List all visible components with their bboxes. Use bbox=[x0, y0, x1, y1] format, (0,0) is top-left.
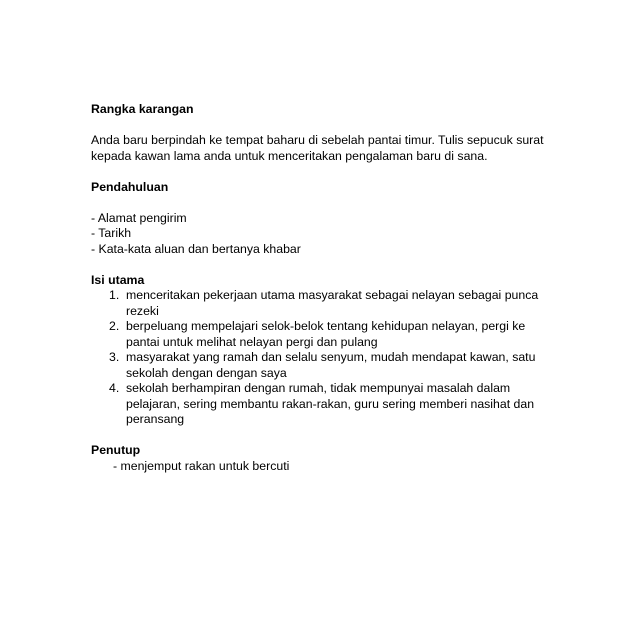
item-text: berpeluang mempelajari selok-belok tentang kehidupan nelayan, pergi ke pantai untuk melihat nelayan pergi dan pulang bbox=[126, 319, 526, 349]
list-item: - Alamat pengirim bbox=[91, 210, 187, 225]
spacer bbox=[91, 257, 561, 273]
section-heading-pendahuluan: Pendahuluan bbox=[91, 179, 169, 194]
section-heading-penutup: Penutup bbox=[91, 443, 141, 457]
list-item bbox=[91, 350, 561, 381]
spacer bbox=[91, 195, 561, 211]
item-text: sekolah berhampiran dengan rumah, tidak mempunyai masalah dalam pelajaran, sering membantu rakan-rakan, guru sering memberi nasihat dan peransang bbox=[126, 381, 535, 426]
list-item: - Tarikh bbox=[91, 226, 132, 240]
isi-utama-list bbox=[91, 288, 561, 428]
list-item bbox=[91, 381, 561, 428]
list-item: - menjemput rakan untuk bercuti bbox=[113, 458, 290, 473]
item-number: 1. bbox=[109, 288, 120, 302]
pendahuluan-list bbox=[91, 211, 561, 258]
spacer bbox=[91, 164, 561, 180]
item-text: masyarakat yang ramah dan selalu senyum, mudah mendapat kawan, satu sekolah dengan dengan saya bbox=[126, 350, 536, 380]
item-number: 2. bbox=[109, 319, 120, 333]
section-heading-isi-utama: Isi utama bbox=[91, 272, 145, 287]
list-item bbox=[91, 319, 561, 350]
document-title: Rangka karangan bbox=[91, 102, 194, 116]
spacer bbox=[91, 428, 561, 444]
item-number: 4. bbox=[109, 381, 120, 395]
penutup-list bbox=[91, 459, 561, 475]
spacer bbox=[91, 118, 561, 134]
list-item bbox=[91, 288, 561, 319]
intro-paragraph: Anda baru berpindah ke tempat baharu di sebelah pantai timur. Tulis sepucuk surat kepada kawan lama anda untuk menceritakan pengalaman baru di sana. bbox=[91, 133, 544, 163]
document-page bbox=[91, 102, 561, 474]
list-item: - Kata-kata aluan dan bertanya khabar bbox=[91, 241, 301, 256]
item-text: menceritakan pekerjaan utama masyarakat sebagai nelayan sebagai punca rezeki bbox=[126, 288, 539, 318]
item-number: 3. bbox=[109, 350, 120, 364]
